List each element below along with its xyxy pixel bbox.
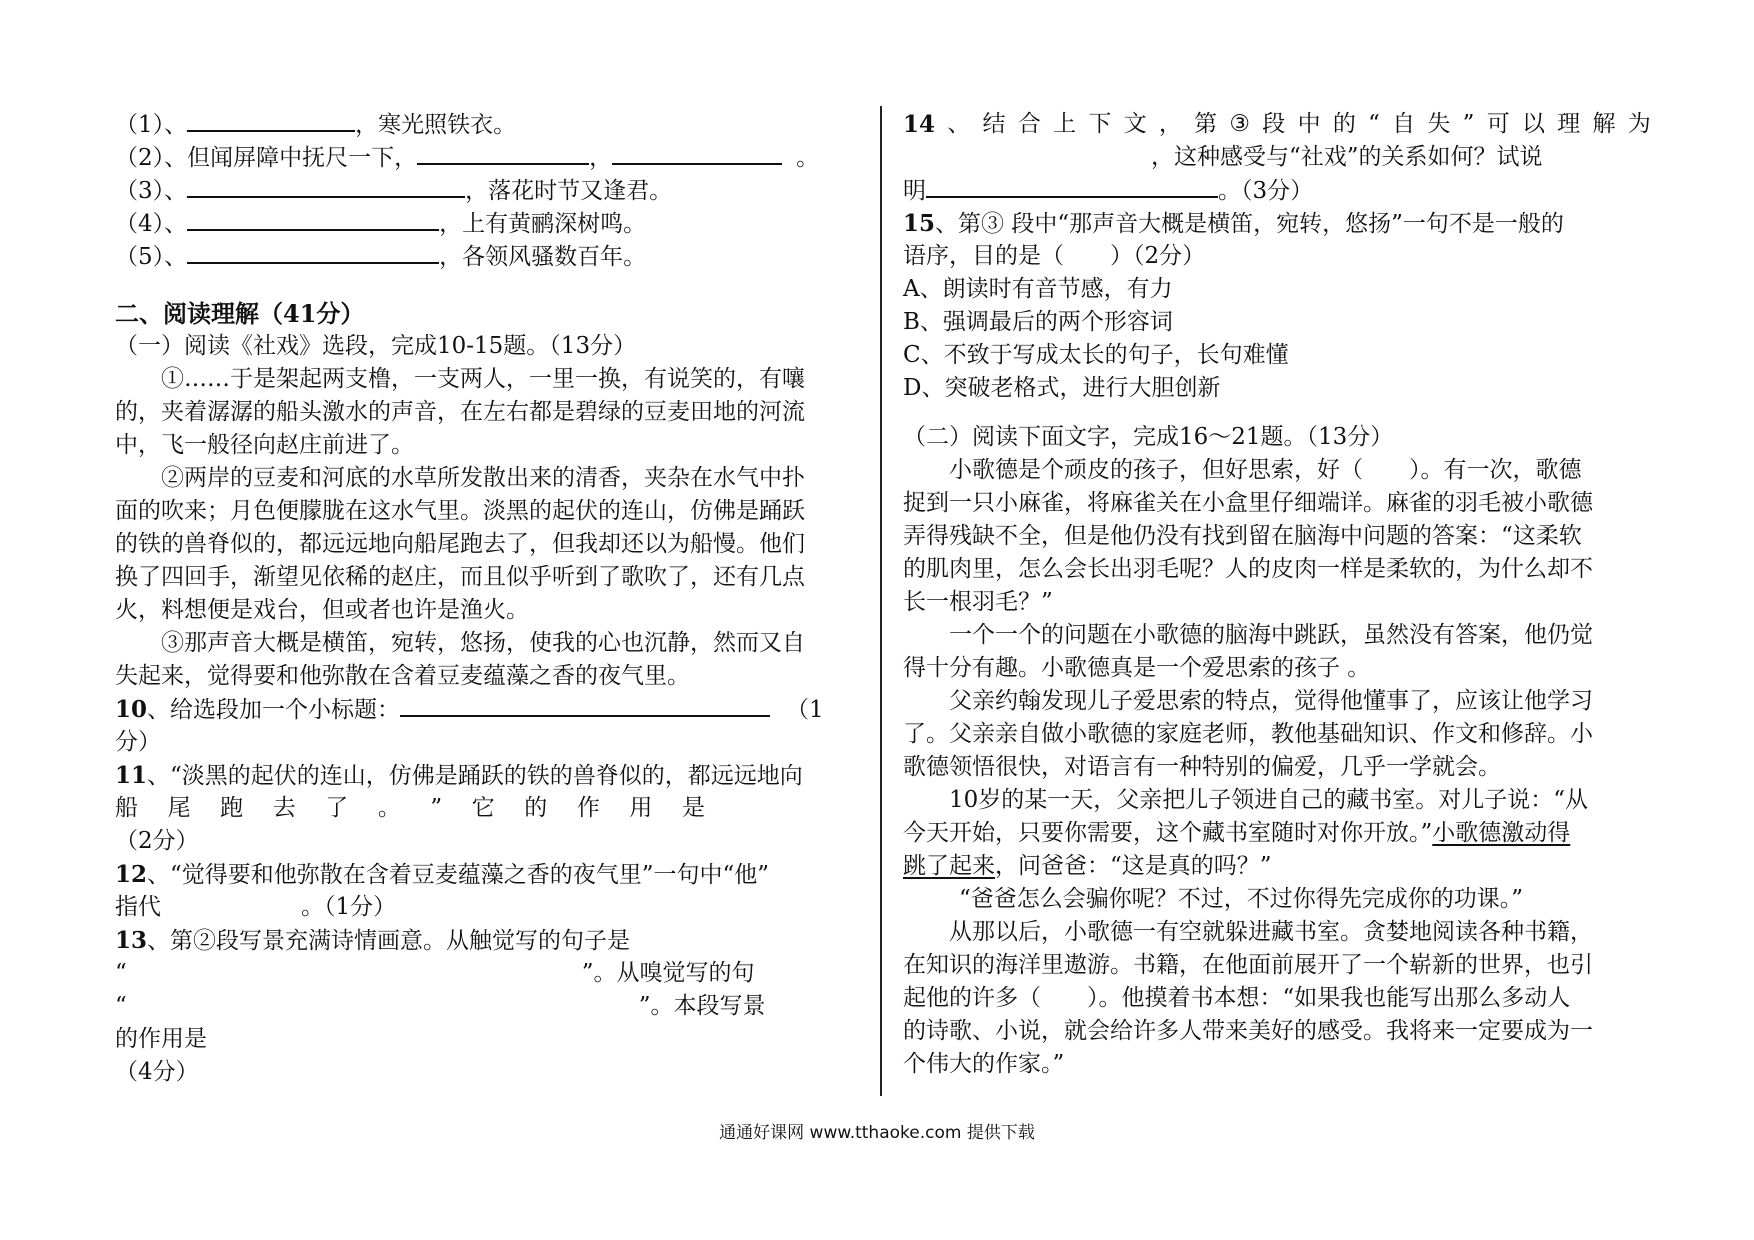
- passage-line: 父亲约翰发现儿子爱思索的特点，觉得他懂事了，应该让他学习: [949, 688, 1593, 714]
- question-15-option-b[interactable]: B、强调最后的两个形容词: [903, 309, 1173, 335]
- underlined-phrase: 跳了起来: [903, 853, 995, 879]
- passage-line: 中，飞一般径向赵庄前进了。: [115, 432, 414, 458]
- question-13-score: （4分）: [115, 1059, 199, 1085]
- answer-blank[interactable]: [612, 141, 782, 165]
- passage-line: 的铁的兽脊似的，都远远地向船尾跑去了，但我却还以为船慢。他们: [115, 531, 805, 557]
- passage-line: 一个一个的问题在小歌德的脑海中跳跃，虽然没有答案，他仍觉: [949, 622, 1593, 648]
- fill-in-2: （2）、但闻屏障中抚尺一下， ， 。: [115, 141, 863, 174]
- passage-line: 得十分有趣。小歌德真是一个爱思索的孩子 。: [903, 655, 1371, 681]
- passage-line: 在知识的海洋里遨游。书籍，在他面前展开了一个崭新的世界，也引: [903, 952, 1593, 978]
- question-13-line3: “ ”。本段写景: [115, 993, 766, 1019]
- passage-line: 面的吹来；月色便朦胧在这水气里。淡黑的起伏的连山，仿佛是踊跃: [115, 498, 805, 524]
- question-11: 11、“淡黑的起伏的连山，仿佛是踊跃的铁的兽脊似的，都远远地向: [115, 762, 803, 789]
- passage-line: “爸爸怎么会骗你呢？不过，不过你得先完成你的功课。”: [959, 886, 1524, 912]
- question-13-line4: 的作用是: [115, 1026, 207, 1052]
- question-10-score: 分）: [115, 729, 161, 755]
- passage-line: 的，夹着潺潺的船头激水的声音，在左右都是碧绿的豆麦田地的河流: [115, 399, 805, 425]
- passage-line: 起他的许多（ ）。他摸着书本想：“如果我也能写出那么多动人: [903, 985, 1571, 1011]
- passage-line: 跳了起来，问爸爸：“这是真的吗？”: [903, 853, 1272, 879]
- passage-line: 10岁的某一天，父亲把儿子领进自己的藏书室。对儿子说：“从: [949, 787, 1589, 813]
- column-divider: [880, 106, 882, 1096]
- passage-line: 小歌德是个顽皮的孩子，但好思索，好（ ）。有一次，歌德: [949, 457, 1582, 483]
- question-15-option-d[interactable]: D、突破老格式，进行大胆创新: [903, 375, 1221, 401]
- answer-blank[interactable]: [417, 141, 589, 165]
- page-footer: 通通好课网 www.tthaoke.com 提供下载: [719, 1123, 1035, 1143]
- question-13-line2: “ ”。从嗅觉写的句: [115, 960, 755, 986]
- question-12-line2: 指代 。（1分）: [115, 894, 397, 920]
- question-15-option-a[interactable]: A、朗读时有音节感，有力: [903, 276, 1173, 302]
- right-column: [903, 108, 1651, 1081]
- part-1-heading: （一）阅读《社戏》选段，完成10-15题。（13分）: [115, 333, 637, 359]
- section-2-title: 二、阅读理解（41分）: [115, 299, 365, 328]
- passage-line: 的肌肉里，怎么会长出羽毛呢？人的皮肉一样是柔软的，为什么却不: [903, 556, 1593, 582]
- passage-line: 个伟大的作家。”: [903, 1051, 1065, 1077]
- answer-blank[interactable]: [187, 207, 439, 231]
- underlined-phrase: 小歌德激动得: [1432, 820, 1571, 846]
- passage-line: 从那以后，小歌德一有空就躲进藏书室。贪婪地阅读各种书籍，: [949, 919, 1593, 945]
- passage-line: 失起来，觉得要和他弥散在含着豆麦蕴藻之香的夜气里。: [115, 663, 690, 689]
- left-column: [115, 108, 863, 1089]
- answer-blank[interactable]: [187, 174, 465, 198]
- part-2-heading: （二）阅读下面文字，完成16～21题。（13分）: [903, 424, 1394, 450]
- fill-in-5: （5）、 ，各领风骚数百年。: [115, 240, 863, 273]
- fill-in-1: （1）、 ，寒光照铁衣。: [115, 108, 863, 141]
- passage-line: 捉到一只小麻雀，将麻雀关在小盒里仔细端详。麻雀的羽毛被小歌德: [903, 490, 1593, 516]
- passage-line: ②两岸的豆麦和河底的水草所发散出来的清香，夹杂在水气中扑: [161, 465, 805, 491]
- question-15-option-c[interactable]: C、不致于写成太长的句子，长句难懂: [903, 342, 1289, 368]
- passage-line: ③那声音大概是横笛，宛转，悠扬，使我的心也沉静，然而又自: [161, 630, 805, 656]
- passage-line: 了。父亲亲自做小歌德的家庭老师，教他基础知识、作文和修辞。小: [903, 721, 1593, 747]
- question-13: 13、第②段写景充满诗情画意。从触觉写的句子是: [115, 927, 631, 954]
- answer-blank[interactable]: [400, 693, 770, 717]
- passage-line: 弄得残缺不全，但是他仍没有找到留在脑海中问题的答案：“这柔软: [903, 523, 1582, 549]
- passage-line: 换了四回手，渐望见依稀的赵庄，而且似乎听到了歌吹了，还有几点: [115, 564, 805, 590]
- passage-line: 歌德领悟很快，对语言有一种特别的偏爱，几乎一学就会。: [903, 754, 1501, 780]
- question-14-line2: ，这种感受与“社戏”的关系如何？试说: [1151, 144, 1543, 170]
- fill-in-4: （4）、 ，上有黄鹂深树鸣。: [115, 207, 863, 240]
- question-14: 14 、 结 合 上 下 文 ， 第 ③ 段 中 的 “ 自 失 ” 可 以 理 解 为: [903, 111, 1651, 138]
- passage-line: 的诗歌、小说，就会给许多人带来美好的感受。我将来一定要成为一: [903, 1018, 1593, 1044]
- answer-blank[interactable]: [187, 240, 439, 264]
- question-11-line2: 船 尾 跑 去 了 。 ” 它 的 作 用 是: [115, 795, 705, 821]
- passage-line: 长一根羽毛？”: [903, 589, 1053, 615]
- question-11-score: （2分）: [115, 828, 199, 854]
- question-10: 10、给选段加一个小标题： （1: [115, 693, 863, 726]
- passage-line: ①……于是架起两支橹，一支两人，一里一换，有说笑的，有嚷: [161, 366, 805, 392]
- question-15-line2: 语序，目的是（ ）（2分）: [903, 243, 1206, 269]
- question-15: 15、第③ 段中“那声音大概是横笛，宛转，悠扬”一句不是一般的: [903, 210, 1564, 237]
- fill-in-3: （3）、 ，落花时节又逢君。: [115, 174, 863, 207]
- question-14-line3: 明 。（3分）: [903, 174, 1651, 207]
- passage-line: 火，料想便是戏台，但或者也许是渔火。: [115, 597, 529, 623]
- answer-blank[interactable]: [187, 108, 355, 132]
- question-12: 12、“觉得要和他弥散在含着豆麦蕴藻之香的夜气里”一句中“他”: [115, 861, 770, 888]
- answer-blank[interactable]: [926, 174, 1218, 198]
- passage-line: 今天开始，只要你需要，这个藏书室随时对你开放。”小歌德激动得: [903, 820, 1571, 846]
